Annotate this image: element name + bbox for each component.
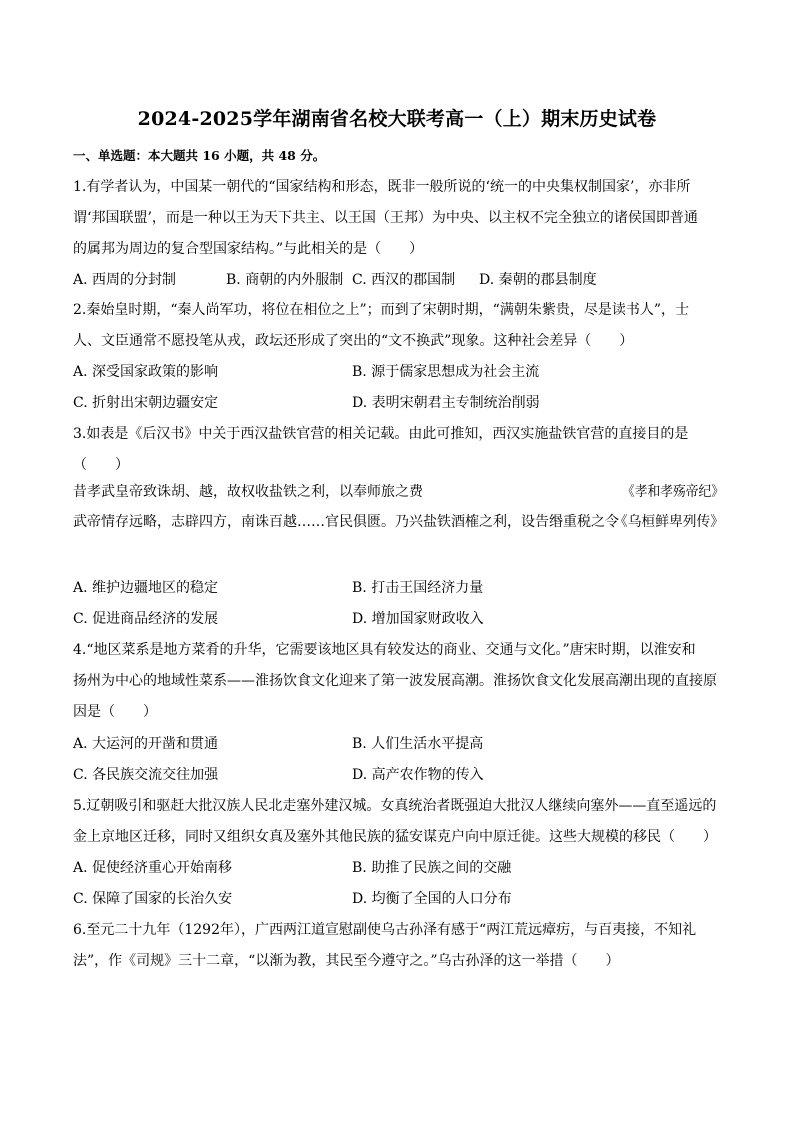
q3-record-2-text: 武帝情存远略，志辟四方，南诛百越……官民俱匮。乃兴盐铁酒榷之利，设告缗重税之令 (73, 514, 619, 530)
q5-option-d: D. 均衡了全国的人口分布 (352, 891, 512, 907)
q1-line-2: 谓‘邦国联盟’，而是一种以王为天下共主、以王国（王邦）为中央、以主权不完全独立的诸侯国即普通 (73, 210, 698, 226)
q4-option-c: C. 各民族交流交往加强 (73, 767, 219, 783)
section-heading: 一、单选题：本大题共 16 小题，共 48 分。 (73, 148, 326, 163)
exam-title: 2024-2025学年湖南省名校大联考高一（上）期末历史试卷 (137, 108, 657, 130)
q3-option-d: D. 增加国家财政收入 (352, 611, 484, 627)
q1-line-1: 1.有学者认为，中国某一朝代的“国家结构和形态，既非一般所说的‘统一的中央集权制国家’，亦非所 (73, 179, 691, 195)
q5-option-c: C. 保障了国家的长治久安 (73, 891, 233, 907)
q2-line-1: 2.秦始皇时期，“秦人尚军功，将位在相位之上”；而到了宋朝时期，“满朝朱紫贵，尽是读书人”，士 (73, 302, 689, 318)
q1-option-c: C. 西汉的郡国制 (352, 272, 456, 288)
q3-record-1-text: 昔孝武皇帝致诛胡、越，故权收盐铁之利，以奉师旅之费 (73, 484, 423, 500)
q1-option-a: A. 西周的分封制 (73, 272, 177, 288)
q3-line-1: 3.如表是《后汉书》中关于西汉盐铁官营的相关记载。由此可推知，西汉实施盐铁官营的直接目的是 (73, 426, 689, 442)
q2-line-2: 人、文臣通常不愿投笔从戎，政坛还形成了突出的“文不换武”现象。这种社会差异（ ） (73, 333, 634, 349)
q5-option-b: B. 助推了民族之间的交融 (352, 860, 512, 876)
q4-line-2: 扬州为中心的地域性菜系——淮扬饮食文化迎来了第一波发展高潮。淮扬饮食文化发展高潮出现的直接原 (73, 673, 717, 689)
q3-line-2: （ ） (73, 457, 129, 473)
q1-option-d: D. 秦朝的郡县制度 (479, 272, 597, 288)
q2-option-d: D. 表明宋朝君主专制统治削弱 (352, 395, 540, 411)
q3-record-1-source: 《孝和孝殇帝纪》 (622, 484, 724, 500)
q3-option-b: B. 打击王国经济力量 (352, 580, 484, 596)
q5-line-1: 5.辽朝吸引和驱赶大批汉族人民北走塞外建汉城。女真统治者既强迫大批汉人继续向塞外——直至遥远的 (73, 798, 717, 814)
q1-option-b: B. 商朝的内外服制 (226, 272, 344, 288)
q4-line-3: 因是（ ） (73, 704, 157, 720)
q5-line-2: 金上京地区迁移，同时又组织女真及塞外其他民族的猛安谋克户向中原迁徙。这些大规模的移民（ ） (73, 829, 717, 845)
q3-record-2-source: 《乌桓鲜卑列传》 (614, 514, 724, 530)
q6-line-1: 6.至元二十九年（1292年），广西两江道宣慰副使乌古孙泽有感于“两江荒远瘴疠，与百夷接，不知礼 (73, 922, 697, 938)
q2-option-c: C. 折射出宋朝边疆安定 (73, 395, 219, 411)
q4-option-b: B. 人们生活水平提高 (352, 736, 484, 752)
q1-line-3: 的属邦为周边的复合型国家结构。”与此相关的是（ ） (73, 241, 424, 257)
q5-option-a: A. 促使经济重心开始南移 (73, 860, 233, 876)
q2-option-b: B. 源于儒家思想成为社会主流 (352, 364, 540, 380)
q6-line-2: 法”，作《司规》三十二章，“以渐为教，其民至今遵守之。”乌古孙泽的这一举措（ ） (73, 953, 620, 969)
q4-line-1: 4.“地区菜系是地方菜肴的升华，它需要该地区具有较发达的商业、交通与文化。”唐宋时期，以淮安和 (73, 642, 696, 658)
q4-option-a: A. 大运河的开凿和贯通 (73, 736, 219, 752)
q4-option-d: D. 高产农作物的传入 (352, 767, 484, 783)
q3-option-a: A. 维护边疆地区的稳定 (73, 580, 219, 596)
q2-option-a: A. 深受国家政策的影响 (73, 364, 219, 380)
q3-option-c: C. 促进商品经济的发展 (73, 611, 219, 627)
